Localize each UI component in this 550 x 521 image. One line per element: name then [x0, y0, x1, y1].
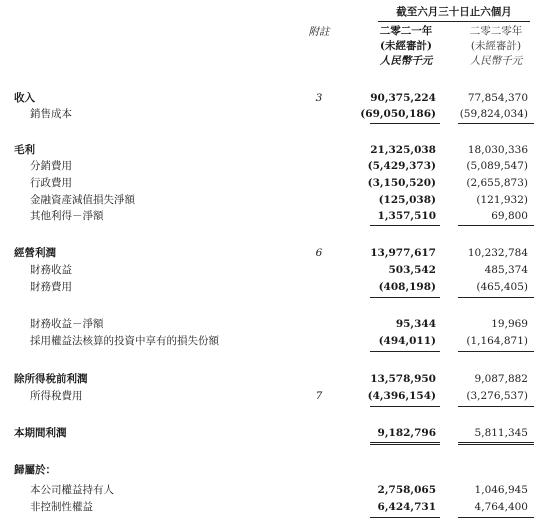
row-label: 本期間利潤: [14, 427, 67, 439]
value-2021: (5,429,373): [367, 160, 436, 172]
row-label: 分銷費用: [30, 160, 72, 172]
value-2021: 9,182,796: [377, 427, 436, 439]
row-revenue: [0, 90, 550, 106]
value-2021: 2,758,065: [377, 484, 436, 496]
year-2020-header: 二零二零年: [469, 25, 523, 37]
value-2020: (5,089,547): [466, 160, 528, 172]
subtotal-rule: [370, 406, 440, 407]
subtotal-rule: [370, 517, 440, 518]
row-admin-expenses: [0, 175, 550, 191]
subtotal-rule: [370, 297, 440, 298]
row-label: 銷售成本: [30, 108, 72, 120]
row-income-tax: [0, 388, 550, 404]
value-2020: 9,087,882: [474, 373, 528, 385]
row-finance-costs: [0, 279, 550, 295]
subtotal-rule: [370, 225, 440, 226]
value-2021: 95,344: [395, 318, 436, 330]
subtotal-rule: [370, 123, 440, 124]
row-profit-for-period: [0, 425, 550, 441]
value-2020: 485,374: [484, 264, 528, 276]
value-2021: (3,150,520): [367, 177, 436, 189]
row-equity-holders: [0, 482, 550, 498]
row-label: 財務收益－淨額: [30, 318, 104, 330]
period-header: 截至六月三十日止六個月: [396, 6, 512, 18]
year-2021-header: 二零二一年: [379, 25, 433, 37]
value-2021: 1,357,510: [377, 210, 436, 222]
value-2021: (494,011): [378, 335, 436, 347]
value-2020: (2,655,873): [466, 177, 528, 189]
row-other-gains: [0, 208, 550, 224]
value-2021: 6,424,731: [377, 501, 436, 513]
value-2021: 503,542: [388, 264, 436, 276]
value-2020: 19,969: [491, 318, 528, 330]
row-label: 毛利: [14, 144, 35, 156]
value-2021: 13,977,617: [370, 247, 436, 259]
row-share-of-losses: [0, 333, 550, 349]
row-label: 金融資產減值損失淨額: [30, 194, 135, 206]
value-2020: 69,800: [491, 210, 528, 222]
row-gross-profit: [0, 142, 550, 158]
value-2021: 90,375,224: [370, 92, 436, 104]
row-label: 所得稅費用: [30, 390, 83, 402]
total-double-rule: [370, 442, 440, 445]
subtotal-rule: [458, 517, 534, 518]
row-operating-profit: [0, 245, 550, 261]
value-2020: 77,854,370: [467, 92, 528, 104]
value-2020: (59,824,034): [459, 108, 528, 120]
row-label: 收入: [14, 92, 35, 104]
row-distribution-costs: [0, 158, 550, 174]
value-2020: 10,232,784: [467, 247, 528, 259]
value-2020: (121,932): [476, 194, 528, 206]
row-label: 財務收益: [30, 264, 72, 276]
row-label: 本公司權益持有人: [30, 484, 114, 496]
subtotal-rule: [458, 225, 534, 226]
value-2021: (125,038): [378, 194, 436, 206]
value-2021: (4,396,154): [367, 390, 436, 402]
value-2020: 18,030,336: [467, 144, 528, 156]
audit-2021-header: (未經審計): [380, 40, 432, 52]
row-label: 歸屬於：: [14, 464, 56, 476]
row-finance-income-net: [0, 316, 550, 332]
value-2020: 5,811,345: [474, 427, 528, 439]
audit-2020-header: (未經審計): [470, 40, 522, 52]
row-label: 財務費用: [30, 281, 72, 293]
subtotal-rule: [370, 351, 440, 352]
row-label: 採用權益法核算的投資中享有的損失份額: [30, 335, 219, 347]
value-2021: 13,578,950: [370, 373, 436, 385]
row-note: 6: [315, 247, 323, 259]
row-label: 行政費用: [30, 177, 72, 189]
subtotal-rule: [458, 123, 534, 124]
row-attributable-to: [0, 462, 550, 478]
row-note: 7: [315, 390, 323, 402]
currency-2021-header: 人民幣千元: [379, 55, 433, 67]
subtotal-rule: [458, 351, 534, 352]
row-cost-of-sales: [0, 106, 550, 122]
value-2020: 4,764,400: [474, 501, 528, 513]
value-2021: (408,198): [378, 281, 436, 293]
value-2020: (1,164,871): [466, 335, 528, 347]
row-label: 非控制性權益: [30, 501, 93, 513]
total-double-rule: [458, 442, 534, 445]
row-label: 其他利得－淨額: [30, 210, 104, 222]
row-finance-income: [0, 262, 550, 278]
value-2020: 1,046,945: [474, 484, 528, 496]
currency-2020-header: 人民幣千元: [469, 55, 523, 67]
subtotal-rule: [458, 297, 534, 298]
value-2021: 21,325,038: [370, 144, 436, 156]
value-2021: (69,050,186): [360, 108, 436, 120]
period-underline: [378, 21, 530, 22]
value-2020: (3,276,537): [466, 390, 528, 402]
row-impairment-losses: [0, 192, 550, 208]
row-profit-before-tax: [0, 371, 550, 387]
row-label: 除所得稅前利潤: [14, 373, 88, 385]
row-label: 經營利潤: [14, 247, 56, 259]
row-note: 3: [315, 92, 323, 104]
row-non-controlling-interests: [0, 499, 550, 515]
value-2020: (465,405): [476, 281, 528, 293]
subtotal-rule: [458, 406, 534, 407]
note-column-header: 附註: [308, 26, 330, 38]
